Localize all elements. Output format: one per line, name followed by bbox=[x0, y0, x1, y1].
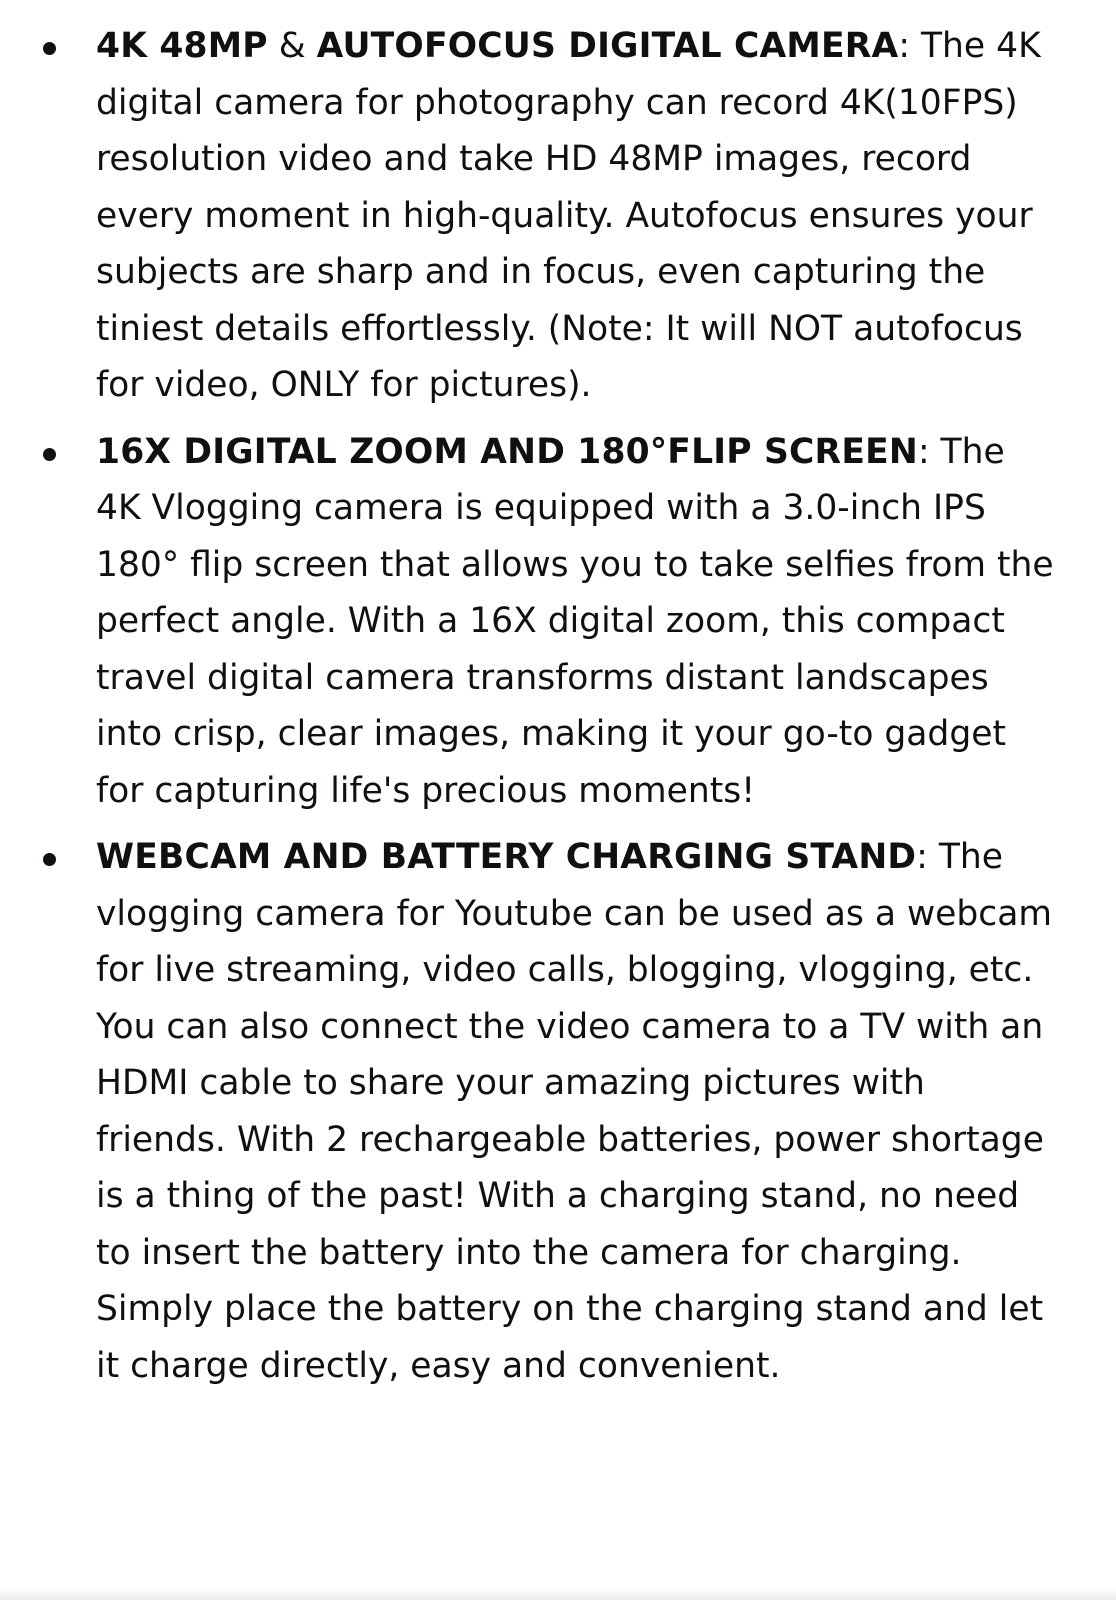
feature-description: : The vlogging camera for Youtube can be used as a webcam for live streaming, video calls, blogging, vlogging, etc. You can also connect the video camera to a TV with an HDMI cable to share your amazing pictures with friends. With 2 rechargeable batteries, power shortage is a thing of the past! With a charging stand, no need to insert the battery into the camera for charging. Simply place the battery on the charging stand and let it charge directly, easy and convenient. bbox=[96, 837, 1053, 1386]
feature-description: : The 4K digital camera for photography can record 4K(10FPS) resolution video and take HD 48MP images, record every moment in high-quality. Autofocus ensures your subjects are sharp and in focus, even capturing the tiniest details effortlessly. (Note: It will NOT autofocus for video, ONLY for pictures). bbox=[96, 26, 1041, 405]
feature-text bbox=[96, 424, 1054, 820]
feature-text bbox=[96, 18, 1054, 414]
feature-item-4k-48mp-autofocus bbox=[0, 18, 1116, 414]
feature-heading-continued: AUTOFOCUS DIGITAL CAMERA bbox=[316, 26, 899, 66]
feature-text bbox=[96, 829, 1054, 1394]
bullet-icon bbox=[43, 448, 56, 461]
feature-description: : The 4K Vlogging camera is equipped with a 3.0-inch IPS 180° flip screen that allows you to take selfies from the perfect angle. With a 16X digital zoom, this compact travel digital camera transforms distant landscapes into crisp, clear images, making it your go-to gadget for capturing life's precious moments! bbox=[96, 431, 1054, 811]
feature-heading: WEBCAM AND BATTERY CHARGING STAND bbox=[96, 837, 917, 877]
feature-heading: 16X DIGITAL ZOOM AND 180°FLIP SCREEN bbox=[96, 431, 918, 472]
feature-item-digital-zoom-flip-screen bbox=[0, 424, 1116, 820]
feature-item-webcam-charging-stand bbox=[0, 829, 1116, 1394]
bottom-edge-shadow bbox=[0, 1588, 1116, 1600]
bullet-icon bbox=[43, 42, 56, 55]
feature-heading: 4K 48MP bbox=[96, 26, 268, 66]
bullet-icon bbox=[43, 853, 56, 866]
feature-heading-connector: & bbox=[267, 26, 317, 66]
